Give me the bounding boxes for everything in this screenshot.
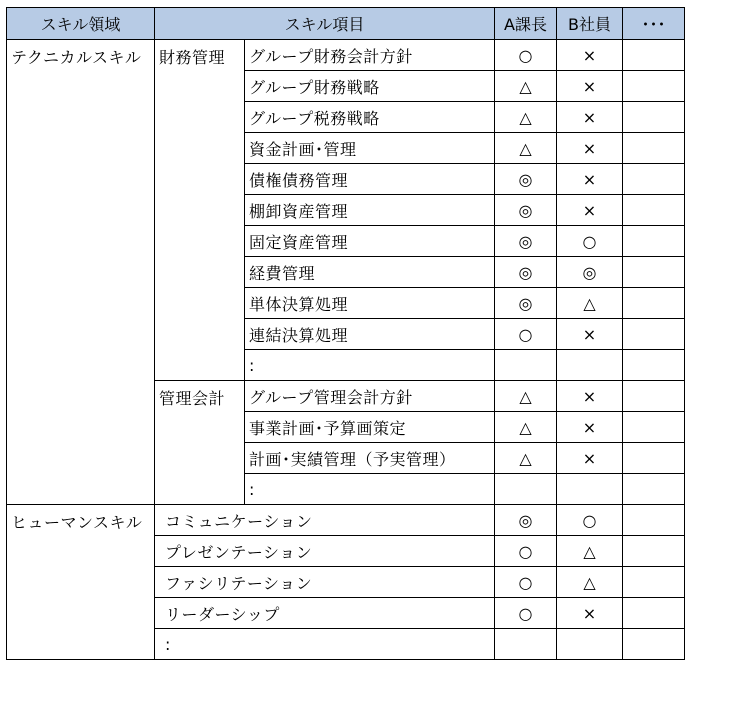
rating-b: ×	[557, 598, 623, 629]
rating-a: ○	[495, 319, 557, 350]
skill-area-technical: テクニカルスキル	[7, 40, 155, 505]
rating-more	[623, 598, 685, 629]
header-col-b: B社員	[557, 8, 623, 40]
rating-b	[557, 629, 623, 660]
rating-b	[557, 350, 623, 381]
rating-more	[623, 257, 685, 288]
skill-item: プレゼンテーション	[155, 536, 495, 567]
rating-more	[623, 567, 685, 598]
rating-more	[623, 226, 685, 257]
skill-area-human: ヒューマンスキル	[7, 505, 155, 660]
rating-a: ◎	[495, 505, 557, 536]
table-row	[7, 505, 685, 536]
skill-item: 資金計画･管理	[245, 133, 495, 164]
rating-more	[623, 536, 685, 567]
category-finance: 財務管理	[155, 40, 245, 381]
skill-item: グループ税務戦略	[245, 102, 495, 133]
rating-a	[495, 350, 557, 381]
rating-a: ○	[495, 567, 557, 598]
rating-b: △	[557, 288, 623, 319]
rating-a: △	[495, 412, 557, 443]
skill-item: リーダーシップ	[155, 598, 495, 629]
rating-b	[557, 474, 623, 505]
rating-b: ×	[557, 412, 623, 443]
rating-b: ×	[557, 40, 623, 71]
skill-item: 計画･実績管理（予実管理）	[245, 443, 495, 474]
rating-b: ×	[557, 443, 623, 474]
rating-more	[623, 195, 685, 226]
skill-item-ellipsis: :	[155, 629, 495, 660]
rating-a: ○	[495, 598, 557, 629]
rating-a: △	[495, 381, 557, 412]
rating-more	[623, 102, 685, 133]
rating-b: ×	[557, 319, 623, 350]
rating-b: △	[557, 536, 623, 567]
rating-b: ×	[557, 71, 623, 102]
rating-more	[623, 474, 685, 505]
skill-item: グループ財務戦略	[245, 71, 495, 102]
rating-b: ×	[557, 381, 623, 412]
rating-more	[623, 288, 685, 319]
rating-a	[495, 629, 557, 660]
rating-more	[623, 350, 685, 381]
rating-b: ×	[557, 133, 623, 164]
rating-b: ○	[557, 226, 623, 257]
skill-item-ellipsis: :	[245, 350, 495, 381]
skill-item: ファシリテーション	[155, 567, 495, 598]
rating-more	[623, 133, 685, 164]
skill-matrix-table	[6, 7, 685, 660]
rating-b: ○	[557, 505, 623, 536]
skill-item: 連結決算処理	[245, 319, 495, 350]
table-row	[7, 40, 685, 71]
skill-item: グループ財務会計方針	[245, 40, 495, 71]
rating-b: △	[557, 567, 623, 598]
rating-b: ×	[557, 195, 623, 226]
rating-more	[623, 505, 685, 536]
header-skill-area: スキル領域	[7, 8, 155, 40]
rating-a	[495, 474, 557, 505]
header-col-more: ･･･	[623, 8, 685, 40]
rating-a: ◎	[495, 288, 557, 319]
rating-a: ◎	[495, 257, 557, 288]
rating-a: ◎	[495, 164, 557, 195]
rating-more	[623, 319, 685, 350]
rating-a: △	[495, 102, 557, 133]
rating-a: △	[495, 71, 557, 102]
rating-a: ◎	[495, 195, 557, 226]
rating-a: △	[495, 133, 557, 164]
header-col-a: A課長	[495, 8, 557, 40]
rating-more	[623, 412, 685, 443]
rating-more	[623, 40, 685, 71]
rating-b: ×	[557, 102, 623, 133]
rating-more	[623, 381, 685, 412]
header-row	[7, 8, 685, 40]
rating-b: ×	[557, 164, 623, 195]
category-management-accounting: 管理会計	[155, 381, 245, 505]
skill-item: 単体決算処理	[245, 288, 495, 319]
rating-b: ◎	[557, 257, 623, 288]
rating-more	[623, 629, 685, 660]
rating-more	[623, 164, 685, 195]
skill-item: 固定資産管理	[245, 226, 495, 257]
header-skill-item: スキル項目	[155, 8, 495, 40]
skill-item: 棚卸資産管理	[245, 195, 495, 226]
rating-more	[623, 71, 685, 102]
rating-a: △	[495, 443, 557, 474]
skill-item: 経費管理	[245, 257, 495, 288]
rating-a: ○	[495, 40, 557, 71]
skill-item: 債権債務管理	[245, 164, 495, 195]
skill-item-ellipsis: :	[245, 474, 495, 505]
skill-item: グループ管理会計方針	[245, 381, 495, 412]
rating-a: ◎	[495, 226, 557, 257]
rating-a: ○	[495, 536, 557, 567]
skill-item: 事業計画･予算画策定	[245, 412, 495, 443]
rating-more	[623, 443, 685, 474]
skill-item: コミュニケーション	[155, 505, 495, 536]
